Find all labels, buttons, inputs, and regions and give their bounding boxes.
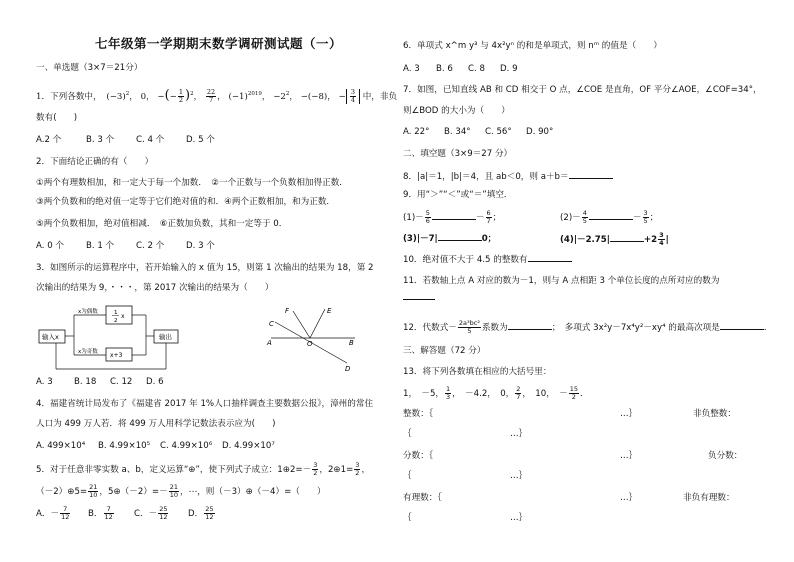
angle-label-d: D bbox=[345, 365, 351, 373]
q12-coef-blank[interactable] bbox=[508, 321, 552, 330]
q5-option-b-prefix: B． bbox=[88, 509, 103, 519]
question-6-line-1: 6．单项式 x^m y³ 与 4x²yⁿ 的和是单项式，则 nᵐ 的值是（ ） bbox=[403, 41, 662, 51]
angle-diagram bbox=[265, 305, 365, 373]
flow-half-variable: x bbox=[121, 313, 125, 320]
q5-option-d-den: 12 bbox=[205, 513, 214, 521]
q8-answer-blank[interactable] bbox=[569, 170, 613, 179]
set-nonneg-rational-close: …｝ bbox=[510, 513, 528, 523]
q1-item: −(−8) bbox=[300, 91, 328, 102]
q1-option-d[interactable]: D. 5 个 bbox=[186, 135, 215, 145]
question-1-line-1: 1．下列各数中， $(-3)^2$， 0， −(− $\frac{1}{2}$ )$^2$， $\frac{22}{7}$ ， $(-1)^{2019}$， $-2^2$， −(−8)， − $\frac{3}{4}$ 中，非负 bbox=[36, 87, 398, 104]
q9-item-3-blank[interactable] bbox=[438, 232, 482, 241]
q4-option-d[interactable]: D. 4.99×10⁷ bbox=[222, 441, 275, 451]
question-7-line-1: 7．如图，已知直线 AB 和 CD 相交于 O 点，∠COE 是直角，OF 平分∠AOE，∠COF=34°， bbox=[403, 85, 762, 95]
q5-option-a-num: 7 bbox=[60, 506, 70, 514]
q1-suffix: 中，非负 bbox=[362, 91, 398, 102]
q13-f2-den: 7 bbox=[516, 393, 521, 401]
q9-item-3 bbox=[403, 232, 496, 245]
set-negative-label: 负分数： bbox=[708, 451, 743, 461]
q5-frac1-den: 2 bbox=[313, 469, 318, 477]
q13-f3-den: 2 bbox=[571, 393, 576, 401]
q8-stem: 8．|a|＝1，|b|＝4，且 ab＜0，则 a＋b＝ bbox=[403, 172, 569, 182]
q10-answer-blank[interactable] bbox=[528, 253, 572, 262]
q1-option-b[interactable]: B. 3 个 bbox=[86, 135, 115, 145]
q4-option-a[interactable]: A. 499×10⁴ bbox=[36, 441, 86, 451]
set-nonneg-rational-label: 非负有理数： bbox=[683, 493, 735, 503]
question-2-line-1: ①两个有理数相加，和一定大于每一个加数． ②一个正数与一个负数相加得正数． bbox=[36, 178, 348, 188]
q5-option-c-num: 25 bbox=[159, 505, 168, 513]
q5-option-a-prefix: A．－ bbox=[36, 509, 60, 519]
q5-frac4-num: 21 bbox=[169, 483, 178, 491]
q9-item-2-end: ； bbox=[649, 213, 659, 223]
q7-option-a[interactable]: A. 22° bbox=[403, 127, 430, 137]
q13-nums-d: ． bbox=[580, 389, 589, 399]
question-8 bbox=[403, 170, 613, 183]
angle-label-c: C bbox=[269, 320, 274, 328]
q5-expr-c: ，⋯，则（－3）⊕（－4）=（ ） bbox=[180, 487, 326, 497]
q6-option-b[interactable]: B. 6 bbox=[436, 64, 453, 74]
q9-i2-f2-den: 5 bbox=[643, 217, 648, 225]
q9-i1-f2-num: 6 bbox=[486, 209, 491, 217]
q1-prefix: 1．下列各数中， bbox=[36, 91, 102, 102]
flow-output-label: 输出 bbox=[159, 333, 172, 341]
q5-frac1-num: 3 bbox=[313, 461, 318, 469]
q12-frac-den: 5 bbox=[467, 327, 472, 335]
question-5-line-1 bbox=[36, 462, 370, 477]
q9-item-3-prefix: (3)|－7| bbox=[403, 234, 438, 244]
q9-i2-f1-den: 5 bbox=[582, 217, 587, 225]
q9-item-2-mid: － bbox=[632, 213, 642, 223]
angle-label-b: B bbox=[349, 339, 354, 347]
q9-item-1-mid: － bbox=[475, 213, 485, 223]
set-fraction-close: …｝ bbox=[620, 451, 638, 461]
angle-label-f: F bbox=[285, 307, 290, 315]
q12-coef-label: 系数为 bbox=[481, 323, 508, 333]
flow-input-label: 输入x bbox=[42, 333, 59, 341]
q3-option-c[interactable]: C. 12 bbox=[110, 377, 133, 387]
flow-half-denominator: 2 bbox=[114, 318, 118, 324]
question-2-line-2: ③两个负数和的绝对值一定等于它们绝对值的和．④两个正数相加，和为正数． bbox=[36, 197, 336, 207]
q5-option-d-num: 25 bbox=[205, 505, 214, 513]
q1-item: $-2^2$ bbox=[273, 91, 290, 102]
q7-option-d[interactable]: D. 90° bbox=[526, 127, 554, 137]
q9-i4-num: 3 bbox=[659, 231, 664, 239]
q3-option-a[interactable]: A. 3 bbox=[36, 377, 53, 387]
q13-numbers bbox=[403, 386, 589, 401]
q4-option-c[interactable]: C. 4.99×10⁶ bbox=[160, 441, 213, 451]
q13-f3-num: 15 bbox=[569, 385, 578, 393]
q1-option-c[interactable]: C. 4 个 bbox=[136, 135, 165, 145]
q1-option-a[interactable]: A.2 个 bbox=[36, 135, 62, 145]
q9-item-4-prefix: (4)|－2.75| bbox=[560, 235, 610, 245]
q9-i2-f1-num: 4 bbox=[582, 209, 587, 217]
flow-half-numerator: 1 bbox=[114, 310, 118, 316]
question-4-line-2: 人口为 499 万人若．将 499 万人用科学记数法表示应为( ) bbox=[36, 419, 276, 429]
q5-expr-a: （－2）⊕5= bbox=[36, 487, 88, 497]
q9-item-1 bbox=[403, 210, 501, 225]
q7-option-b[interactable]: B. 34° bbox=[444, 127, 471, 137]
q4-option-b[interactable]: B. 4.99×10⁵ bbox=[98, 441, 151, 451]
q5-frac4-den: 10 bbox=[169, 491, 178, 499]
q12-prefix: 12．代数式－ bbox=[403, 323, 457, 333]
q5-mid2: ， bbox=[361, 465, 371, 475]
q9-item-3-end: 0； bbox=[481, 234, 497, 244]
q6-option-d[interactable]: D. 9 bbox=[500, 64, 518, 74]
q3-option-d[interactable]: D. 6 bbox=[146, 377, 164, 387]
question-7-line-2: 则∠BOD 的大小为（ ） bbox=[403, 106, 510, 116]
angle-label-o: O bbox=[307, 340, 313, 348]
q5-expr-b: ，5⊕（－2）=－ bbox=[99, 487, 168, 497]
q6-option-a[interactable]: A. 3 bbox=[403, 64, 420, 74]
q9-item-2-blank[interactable] bbox=[589, 211, 633, 220]
flow-odd-label: x为奇数 bbox=[78, 349, 98, 355]
q9-i1-f1-num: 5 bbox=[425, 209, 430, 217]
q9-i1-f2-den: 7 bbox=[486, 217, 491, 225]
q9-item-2 bbox=[560, 210, 658, 225]
q2-option-d[interactable]: D. 3 个 bbox=[186, 241, 215, 251]
q5-mid1: ，2⊕1= bbox=[319, 465, 354, 475]
q9-item-4: (4)|－2.75| +2 $\frac{3}{4}$ | bbox=[560, 231, 669, 247]
question-3-line-1: 3．如图所示的运算程序中，若开始输入的 x 值为 15，则第 1 次输出的结果为 18，第 2 bbox=[36, 263, 374, 273]
flow-even-label: x为偶数 bbox=[78, 309, 98, 315]
q2-option-a[interactable]: A. 0 个 bbox=[36, 241, 64, 251]
q13-nums-c: ， 10， － bbox=[522, 389, 568, 399]
q6-option-c[interactable]: C. 8 bbox=[468, 64, 485, 74]
q5-option-c[interactable] bbox=[134, 506, 169, 521]
set-nonneg-int-close: …｝ bbox=[510, 429, 528, 439]
question-2-line-3: ⑤两个负数相加，绝对值相减． ⑥正数加负数，其和一定等于 0． bbox=[36, 219, 288, 229]
q12-frac-num: 2a³bc² bbox=[458, 319, 480, 327]
angle-label-e: E bbox=[327, 307, 332, 315]
question-9: 9．用“＞”“＜”或“＝”填空． bbox=[403, 190, 513, 200]
q9-item-4-mid: +2 bbox=[643, 235, 658, 245]
q5-option-a-den: 12 bbox=[61, 513, 70, 521]
set-integer-label: 整数：｛ bbox=[403, 409, 434, 419]
flow-plus3-label: x+3 bbox=[110, 352, 123, 359]
q1-item: $(-1)^{2019}$ bbox=[228, 91, 262, 102]
question-1-line-2: 数有( ) bbox=[36, 113, 78, 123]
flow-half-box bbox=[106, 306, 132, 324]
q9-item-1-blank[interactable] bbox=[432, 211, 476, 220]
set-negative-open: ｛ bbox=[403, 471, 412, 481]
q5-option-d-prefix: D． bbox=[188, 509, 204, 519]
q13-nums-b: ， －4.2， 0， bbox=[452, 389, 515, 399]
q13-f1-den: 3 bbox=[446, 393, 451, 401]
q5-option-a[interactable] bbox=[36, 506, 71, 521]
q13-f1-num: 1 bbox=[446, 385, 451, 393]
q1-item: 0 bbox=[140, 91, 147, 102]
set-rational-label: 有理数：｛ bbox=[403, 493, 442, 503]
angle-label-a: A bbox=[267, 339, 272, 347]
page-title: 七年级第一学期期末数学调研测试题（一） bbox=[95, 36, 343, 51]
q1-item: −(− $\frac{1}{2}$ )$^2$ bbox=[157, 87, 194, 104]
q5-option-c-prefix: C．－ bbox=[134, 509, 158, 519]
question-5-line-2 bbox=[36, 484, 326, 499]
question-13: 13．将下列各数填在相应的大括号里： bbox=[403, 367, 552, 377]
q12-term-blank[interactable] bbox=[720, 321, 764, 330]
section-fill-in: 二、填空题（3×9＝27 分） bbox=[403, 149, 513, 159]
set-fraction-label: 分数：｛ bbox=[403, 451, 434, 461]
set-negative-close: …｝ bbox=[510, 471, 528, 481]
section-single-choice: 一、单选题（3×7＝21分） bbox=[36, 63, 143, 73]
q5-stem: 5．对于任意非零实数 a、b，定义运算“⊕”，使下列式子成立：1⊕2=－ bbox=[36, 465, 312, 475]
q9-item-2-prefix: (2)－ bbox=[560, 213, 581, 223]
question-12 bbox=[403, 320, 767, 335]
q12-poly: ； 多项式 3x²y－7x⁴y²－xy⁴ 的最高次项是 bbox=[551, 323, 720, 333]
q5-option-c-den: 12 bbox=[159, 513, 168, 521]
section-answer: 三、解答题（72 分） bbox=[403, 346, 486, 356]
q11-answer-blank[interactable] bbox=[403, 299, 435, 300]
question-11: 11．若数轴上点 A 对应的数为－1，则与 A 点相距 3 个单位长度的点所对应的数为 bbox=[403, 276, 720, 286]
set-nonneg-int-open: ｛ bbox=[403, 429, 412, 439]
set-nonneg-int-label: 非负整数： bbox=[693, 409, 736, 419]
question-10 bbox=[403, 253, 572, 266]
q5-option-d[interactable] bbox=[188, 506, 216, 521]
q2-option-b[interactable]: B. 1 个 bbox=[86, 241, 115, 251]
q13-f2-num: 2 bbox=[516, 385, 521, 393]
q1-item: $\frac{22}{7}$ bbox=[206, 87, 216, 104]
q9-item-1-end: ； bbox=[492, 213, 502, 223]
q5-option-b-den: 12 bbox=[104, 513, 113, 521]
q1-item: − $\frac{3}{4}$ bbox=[339, 92, 360, 102]
flowchart-diagram bbox=[36, 305, 186, 371]
question-3-line-2: 次输出的结果为 9，・・・，第 2017 次输出的结果为（ ） bbox=[36, 283, 274, 293]
q10-stem: 10．绝对值不大于 4.5 的整数有 bbox=[403, 255, 528, 265]
q5-frac3-num: 21 bbox=[89, 483, 98, 491]
q9-i4-den: 4 bbox=[659, 239, 664, 247]
q7-option-c[interactable]: C. 56° bbox=[485, 127, 512, 137]
q3-option-b[interactable]: B. 18 bbox=[74, 377, 97, 387]
q9-item-1-prefix: (1)－ bbox=[403, 213, 424, 223]
q1-item: $(-3)^2$ bbox=[106, 91, 130, 102]
q5-option-b[interactable] bbox=[88, 506, 115, 521]
set-integer-close: …｝ bbox=[620, 409, 638, 419]
q5-frac3-den: 10 bbox=[89, 491, 98, 499]
q2-option-c[interactable]: C. 2 个 bbox=[136, 241, 165, 251]
q9-i2-f2-num: 3 bbox=[643, 209, 648, 217]
question-4-line-1: 4．福建省统计局发布了《福建省 2017 年 1%人口抽样调查主要数据公报》，漳州的常住 bbox=[36, 399, 374, 409]
q9-item-4-blank[interactable] bbox=[610, 233, 644, 242]
q5-frac2-num: 3 bbox=[355, 461, 360, 469]
q5-option-b-num: 7 bbox=[104, 506, 114, 514]
q9-i1-f1-den: 6 bbox=[425, 217, 430, 225]
q13-nums-a: 1， －5， bbox=[403, 389, 445, 399]
set-nonneg-rational-open: ｛ bbox=[403, 513, 412, 523]
set-rational-close: …｝ bbox=[620, 493, 638, 503]
question-2-stem: 2．下面结论正确的有（ ） bbox=[36, 157, 154, 167]
q12-end: . bbox=[763, 323, 767, 333]
q5-frac2-den: 2 bbox=[355, 469, 360, 477]
